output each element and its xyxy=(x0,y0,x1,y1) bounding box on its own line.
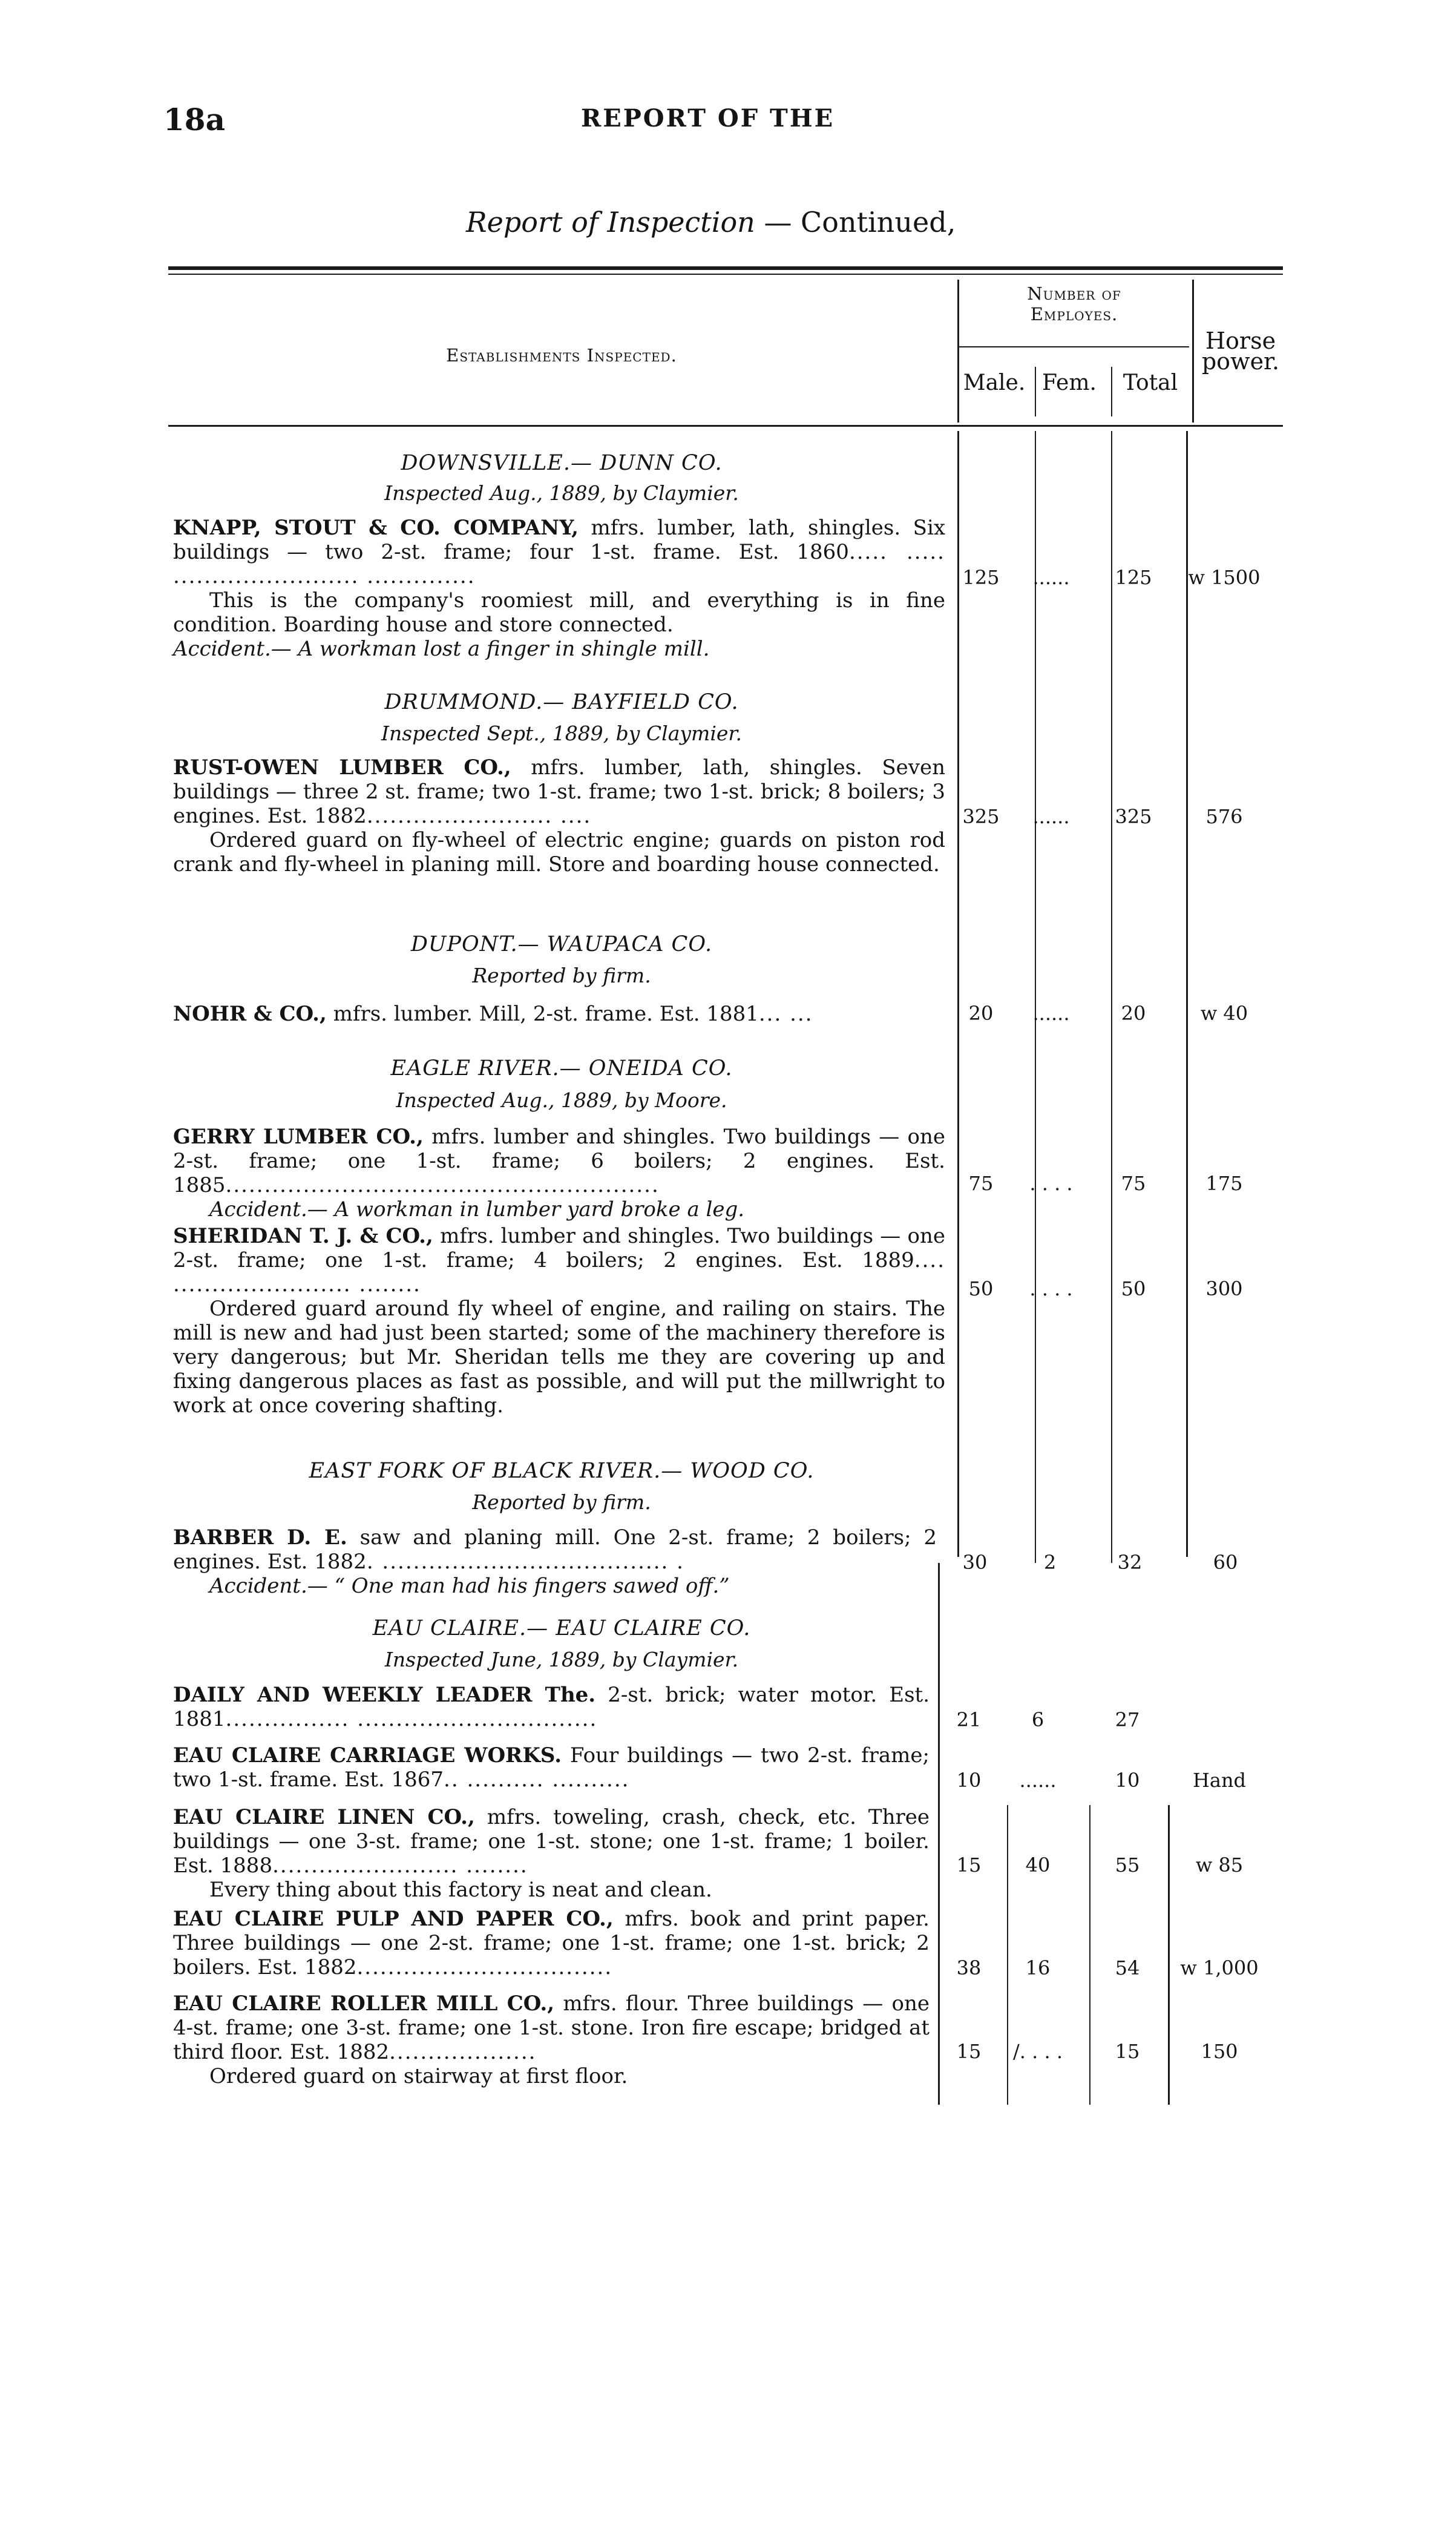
section-inspection: Inspected Aug., 1889, by Moore. xyxy=(396,1088,727,1112)
section-inspection: Reported by firm. xyxy=(472,1490,651,1514)
entry-description: mfrs. flour. Three buildings — one 4-st. frame; one 3-st. frame; one 1-st. stone. Iron fire escape; bridged at third floor. Est. 1882 xyxy=(173,1992,930,2064)
total-count: 10 xyxy=(1115,1769,1140,1792)
top-rule-thin xyxy=(168,274,1283,275)
establishment-entry: BARBER D. E. saw and planing mill. One 2-st. frame; 2 boilers; 2 engines. Est. 1882. ..................................... . Accident.— “ One man had his fingers sawed off.” xyxy=(173,1525,937,1598)
col-divider-3 xyxy=(1111,367,1112,416)
establishment-entry: EAU CLAIRE CARRIAGE WORKS. Four buildings — two 2-st. frame; two 1-st. frame. Est. 1867.. .......... .......... xyxy=(173,1743,930,1792)
col-rule-male-lower xyxy=(938,1563,940,2105)
section-inspection: Inspected Sept., 1889, by Claymier. xyxy=(381,722,743,745)
horse-power: 300 xyxy=(1205,1277,1243,1300)
horse-power: Hand xyxy=(1192,1769,1247,1792)
subtitle-continued: — Continued, xyxy=(764,206,956,238)
section-town: EAST FORK OF BLACK RIVER.— WOOD CO. xyxy=(309,1459,815,1483)
entry-note: This is the company's roomiest mill, and everything is in fine condition. Boarding house and store connected. xyxy=(173,588,945,637)
subtitle-italic-2: Inspection xyxy=(607,206,755,238)
section-town: EAGLE RIVER.— ONEIDA CO. xyxy=(390,1056,733,1081)
male-count: 15 xyxy=(956,2040,982,2063)
entry-note: Ordered guard on stairway at first floor. xyxy=(209,2064,628,2088)
entry-description: mfrs. lumber and shingles. Two buildings — one 2-st. frame; one 1-st. frame; 4 boilers; 2 engines. Est. 1889 xyxy=(173,1224,946,1272)
firm-name: RUST-OWEN LUMBER CO., xyxy=(173,755,511,780)
firm-name: EAU CLAIRE PULP AND PAPER CO., xyxy=(173,1907,614,1931)
total-count: 75 xyxy=(1121,1172,1146,1195)
header-establishments: Establishments Inspected. xyxy=(446,345,677,366)
male-count: 50 xyxy=(968,1277,994,1300)
running-head: REPORT OF THE xyxy=(581,104,835,133)
total-count: 125 xyxy=(1115,566,1152,589)
total-count: 27 xyxy=(1115,1708,1140,1731)
male-count: 75 xyxy=(968,1172,994,1195)
establishment-entry: DAILY AND WEEKLY LEADER The. 2-st. brick; water motor. Est. 1881................ ............................... xyxy=(173,1683,930,1731)
header-number-of-employes: Number of Employes. xyxy=(1027,283,1121,324)
establishment-entry: NOHR & CO., mfrs. lumber. Mill, 2-st. frame. Est. 1881... ... xyxy=(173,1002,813,1026)
subtitle-italic-1: Report of xyxy=(466,206,598,238)
male-count: 125 xyxy=(962,566,1000,589)
entry-description: mfrs. lumber, lath, shingles. Seven buildings — three 2 st. frame; two 1-st. frame; two 1-st. brick; 8 boilers; 3 engines. Est. 1882 xyxy=(173,755,945,828)
firm-name: BARBER D. E. xyxy=(173,1525,347,1550)
horse-power: 150 xyxy=(1201,2040,1238,2063)
male-count: 38 xyxy=(956,1956,982,1979)
section-town: DRUMMOND.— BAYFIELD CO. xyxy=(384,690,739,714)
horse-power: 175 xyxy=(1205,1172,1243,1195)
female-count: 40 xyxy=(1025,1854,1051,1877)
female-count: . . . . xyxy=(1029,1277,1073,1300)
col-rule-hp-lower xyxy=(1168,1805,1170,2105)
horse-power: 576 xyxy=(1205,805,1243,828)
entry-note: Every thing about this factory is neat and clean. xyxy=(209,1878,712,1902)
total-count: 32 xyxy=(1117,1551,1143,1574)
firm-name: EAU CLAIRE ROLLER MILL CO., xyxy=(173,1992,555,2016)
establishment-entry: GERRY LUMBER CO., mfrs. lumber and shingles. Two buildings — one 2-st. frame; one 1-st. frame; 6 boilers; 2 engines. Est. 1885........................................................ Accident.— A workman in lumber yard broke a leg. xyxy=(173,1125,946,1222)
page-number: 18a xyxy=(163,102,225,137)
header-horse-power: Horse power. xyxy=(1201,327,1280,375)
female-count: 2 xyxy=(1043,1551,1057,1574)
section-town: EAU CLAIRE.— EAU CLAIRE CO. xyxy=(372,1616,751,1640)
entry-accident: Accident.— A workman lost a finger in shingle mill. xyxy=(173,637,710,661)
horse-power: 60 xyxy=(1213,1551,1238,1574)
col-divider-1 xyxy=(957,280,959,423)
entry-description: mfrs. toweling, crash, check, etc. Three buildings — one 3-st. frame; one 1-st. stone; one 1-st. frame; 1 boiler. Est. 1888 xyxy=(173,1805,930,1878)
entry-accident: Accident.— A workman in lumber yard broke a leg. xyxy=(209,1197,745,1222)
header-total: Total xyxy=(1123,370,1178,395)
female-count: ...... xyxy=(1032,1002,1070,1025)
col-divider-4 xyxy=(1192,280,1194,423)
entry-description: mfrs. lumber, lath, shingles. Six buildings — two 2-st. frame; four 1-st. frame. Est. 1860 xyxy=(173,516,945,564)
header-fem: Fem. xyxy=(1042,370,1097,395)
col-divider-2 xyxy=(1035,367,1036,416)
total-count: 15 xyxy=(1115,2040,1140,2063)
section-inspection: Inspected Aug., 1889, by Claymier. xyxy=(384,481,739,505)
total-count: 54 xyxy=(1115,1956,1140,1979)
horse-power: w 1,000 xyxy=(1180,1956,1259,1979)
header-employes-rule xyxy=(959,346,1189,347)
entry-note: Ordered guard on fly-wheel of electric engine; guards on piston rod crank and fly-wheel in planing mill. Store and boarding house connected. xyxy=(173,828,945,877)
header-male: Male. xyxy=(963,370,1026,395)
entry-description: mfrs. lumber and shingles. Two buildings — one 2-st. frame; one 1-st. frame; 6 boilers; 2 engines. Est. 1885 xyxy=(173,1125,946,1197)
col-rule-fem xyxy=(1035,431,1036,1563)
female-count: ...... xyxy=(1019,1769,1057,1792)
entry-accident: Accident.— “ One man had his fingers sawed off.” xyxy=(209,1574,730,1598)
establishment-entry: EAU CLAIRE LINEN CO., mfrs. toweling, crash, check, etc. Three buildings — one 3-st. frame; one 1-st. stone; one 1-st. frame; 1 boiler. Est. 1888........................ ........ Every thing about this factory is neat and clean. xyxy=(173,1805,930,1902)
entry-note: Ordered guard around fly wheel of engine, and railing on stairs. The mill is new and had just been started; some of the machinery therefore is very dangerous; but Mr. Sheridan tells me they are covering up and fixing dangerous places as fast as possible, and will put the millwright to work at once covering shafting. xyxy=(173,1297,945,1418)
establishment-entry: RUST-OWEN LUMBER CO., mfrs. lumber, lath, shingles. Seven buildings — three 2 st. frame; two 1-st. frame; two 1-st. brick; 8 boilers; 3 engines. Est. 1882........................ .... Ordered guard on fly-wheel of electric engine; guards on piston rod crank and fly-wheel in planing mill. Store and boarding house connected. xyxy=(173,755,945,877)
establishment-entry: EAU CLAIRE ROLLER MILL CO., mfrs. flour. Three buildings — one 4-st. frame; one 3-st. frame; one 1-st. stone. Iron fire escape; bridged at third floor. Est. 1882................... Ordered guard on stairway at first floor. xyxy=(173,1992,930,2088)
firm-name: GERRY LUMBER CO., xyxy=(173,1125,424,1149)
section-inspection: Reported by firm. xyxy=(472,964,651,987)
total-count: 20 xyxy=(1121,1002,1146,1025)
female-count: /. . . . xyxy=(1013,2040,1063,2063)
male-count: 21 xyxy=(956,1708,982,1731)
female-count: 6 xyxy=(1031,1708,1044,1731)
horse-power: w 40 xyxy=(1200,1002,1248,1025)
entry-description: mfrs. book and print paper. Three buildings — one 2-st. frame; one 1-st. frame; one 1-st. brick; 2 boilers. Est. 1882 xyxy=(173,1907,930,1979)
male-count: 20 xyxy=(968,1002,994,1025)
male-count: 30 xyxy=(962,1551,988,1574)
establishment-entry: SHERIDAN T. J. & CO., mfrs. lumber and shingles. Two buildings — one 2-st. frame; one 1-st. frame; 4 boilers; 2 engines. Est. 1889.... ....................... ........ Ordered guard around fly wheel of engine, and railing on stairs. The mill is new and had just been started; some of the machinery therefore is very dangerous; but Mr. Sheridan tells me they are covering up and fixing dangerous places as fast as possible, and will put the millwright to work at once covering shafting. xyxy=(173,1224,946,1418)
male-count: 15 xyxy=(956,1854,982,1877)
entry-description: mfrs. lumber. Mill, 2-st. frame. Est. 1881 xyxy=(333,1002,759,1026)
female-count: ...... xyxy=(1032,805,1070,828)
male-count: 10 xyxy=(956,1769,982,1792)
col-rule-hp xyxy=(1186,431,1188,1557)
section-town: DUPONT.— WAUPACA CO. xyxy=(410,932,713,956)
col-rule-total-lower xyxy=(1089,1805,1090,2105)
establishment-entry: EAU CLAIRE PULP AND PAPER CO., mfrs. book and print paper. Three buildings — one 2-st. frame; one 1-st. frame; one 1-st. brick; 2 boilers. Est. 1882................................. xyxy=(173,1907,930,1979)
col-rule-male xyxy=(957,431,959,1557)
female-count: 16 xyxy=(1025,1956,1051,1979)
male-count: 325 xyxy=(962,805,1000,828)
firm-name: NOHR & CO., xyxy=(173,1002,327,1026)
female-count: . . . . xyxy=(1029,1172,1073,1195)
firm-name: EAU CLAIRE LINEN CO., xyxy=(173,1805,475,1829)
page-subtitle xyxy=(466,206,956,238)
total-count: 50 xyxy=(1121,1277,1146,1300)
firm-name: DAILY AND WEEKLY LEADER The. xyxy=(173,1683,596,1707)
entry-description: 2-st. brick; water motor. Est. 1881 xyxy=(173,1683,930,1731)
top-rule-thick xyxy=(168,266,1283,270)
firm-name: EAU CLAIRE CARRIAGE WORKS. xyxy=(173,1743,562,1768)
female-count: ...... xyxy=(1032,566,1070,589)
entry-description: saw and planing mill. One 2-st. frame; 2 boilers; 2 engines. Est. 1882 xyxy=(173,1525,937,1574)
col-rule-total xyxy=(1111,431,1112,1563)
horse-power: w 1500 xyxy=(1188,566,1261,589)
establishment-entry: KNAPP, STOUT & CO. COMPANY, mfrs. lumber, lath, shingles. Six buildings — two 2-st. frame; four 1-st. frame. Est. 1860..... ..... ........................ .............. This is the company's roomiest mill, and everything is in fine condition. Boarding house and store connected. Accident.— A workman lost a finger in shingle mill. xyxy=(173,516,945,661)
total-count: 325 xyxy=(1115,805,1152,828)
section-town: DOWNSVILLE.— DUNN CO. xyxy=(401,451,723,475)
section-inspection: Inspected June, 1889, by Claymier. xyxy=(384,1648,739,1671)
horse-power: w 85 xyxy=(1195,1854,1244,1877)
total-count: 55 xyxy=(1115,1854,1140,1877)
firm-name: KNAPP, STOUT & CO. COMPANY, xyxy=(173,516,579,540)
entry-description: Four buildings — two 2-st. frame; two 1-st. frame. Est. 1867 xyxy=(173,1743,930,1792)
header-bottom-rule xyxy=(168,425,1283,427)
firm-name: SHERIDAN T. J. & CO., xyxy=(173,1224,433,1248)
